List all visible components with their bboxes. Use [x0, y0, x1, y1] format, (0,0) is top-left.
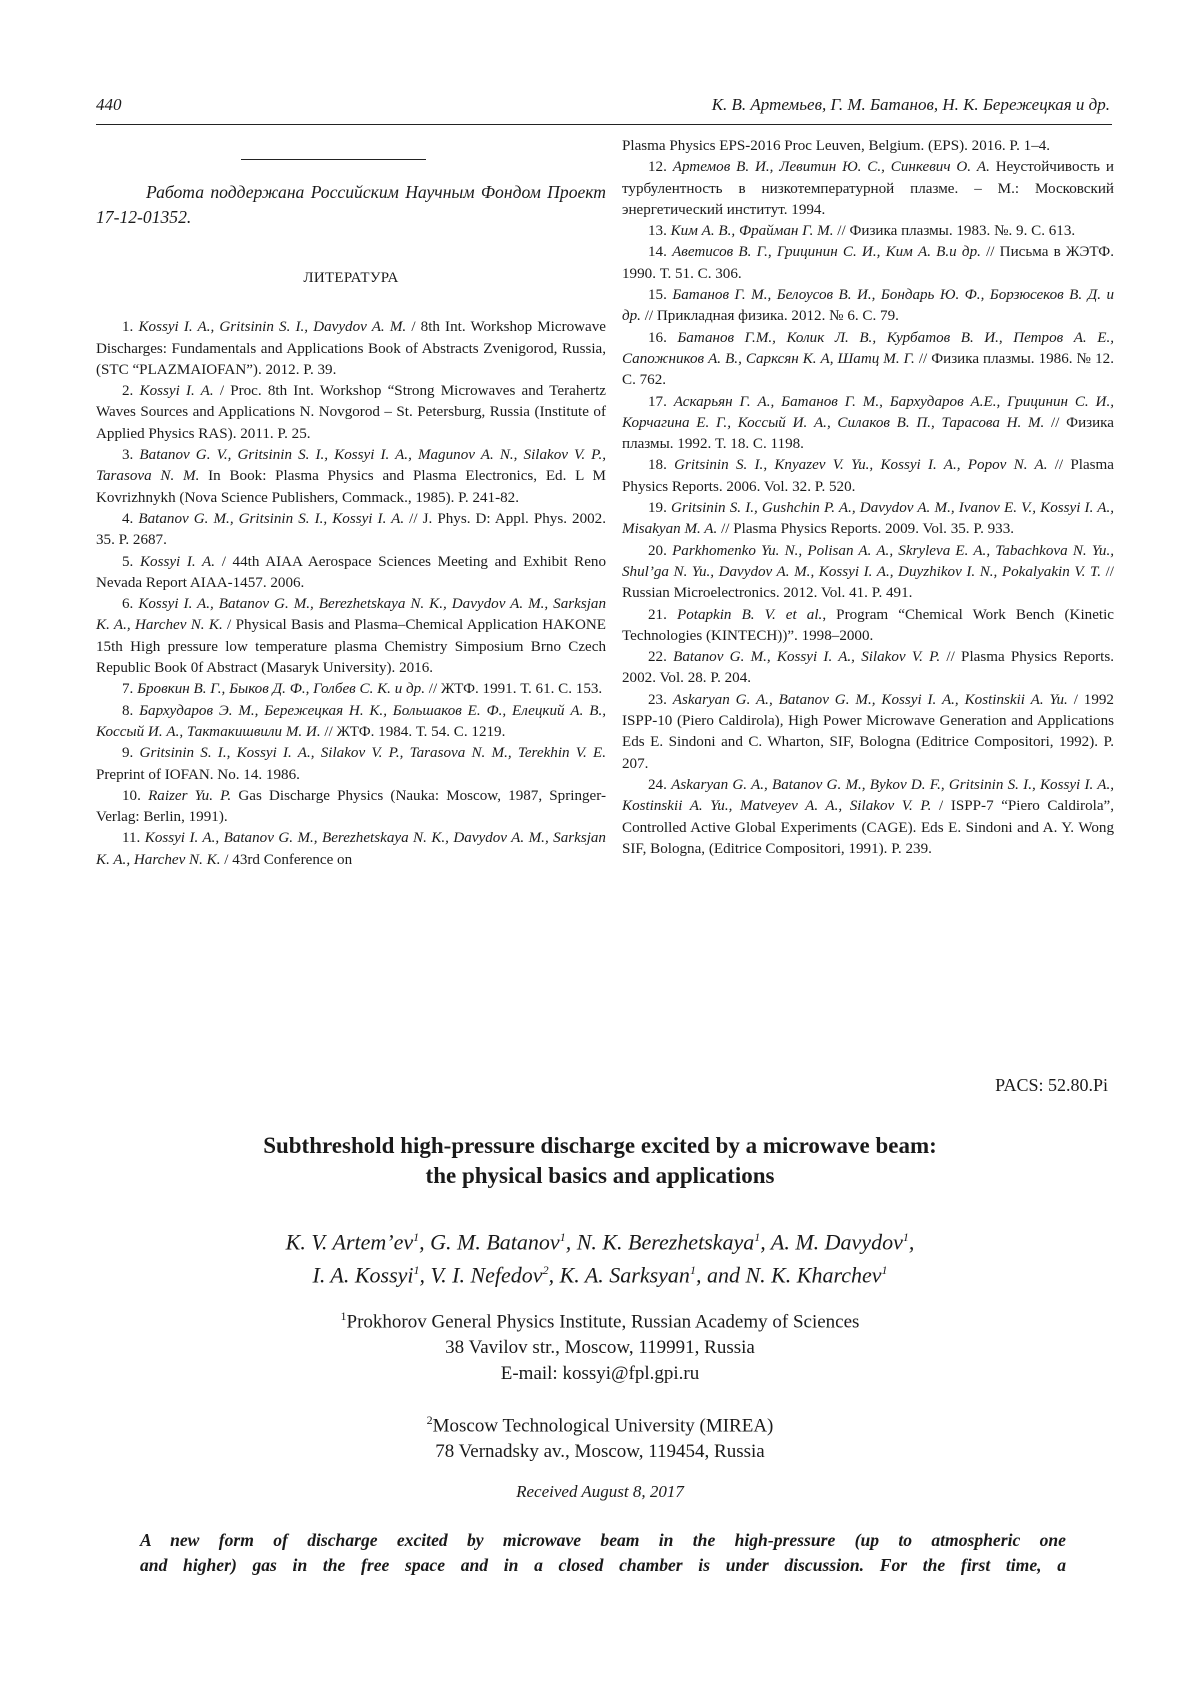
reference-number: 15. — [648, 287, 667, 304]
title-line-1: Subthreshold high-pressure discharge excited by a microwave beam: — [263, 1133, 937, 1158]
reference-text: // Plasma Physics Reports. 2006. Vol. 32. P. 520. — [622, 457, 1114, 495]
reference-number: 7. — [122, 681, 134, 698]
reference-item — [622, 157, 1114, 221]
author-name: K. A. Sarksyan — [559, 1262, 690, 1288]
affiliation-2 — [0, 1407, 1200, 1465]
reference-number: 3. — [122, 447, 134, 464]
reference-text: // J. Phys. D: Appl. Phys. 2002. 35. P. 2687. — [96, 510, 607, 549]
reference-text: // Письма в ЖЭТФ. 1990. Т. 51. С. 306. — [622, 244, 1114, 282]
reference-authors: Артемов В. И., Левитин Ю. С., Синкевич О. А. — [672, 159, 990, 176]
reference-authors: Kossyi I. A. — [139, 553, 216, 570]
author-separator: , — [565, 1229, 577, 1255]
reference-text: / 8th Int. Workshop Microwave Discharges: Fundamentals and Applications Book of Abstracts Zvenigorod, Russia, (STC “PLAZMAIOFAN”). 2012. P. 39. — [96, 319, 606, 378]
reference-text: // ЖТФ. 1984. Т. 54. С. 1219. — [320, 723, 506, 740]
author-separator: , — [548, 1262, 560, 1288]
author-separator: , — [908, 1229, 915, 1255]
reference-item — [96, 317, 606, 381]
author-name: N. K. Berezhetskaya — [576, 1229, 755, 1255]
reference-text: // Физика плазмы. 1983. №. 9. С. 613. — [833, 223, 1076, 240]
reference-number: 20. — [648, 542, 667, 559]
author-name: V. I. Nefedov — [430, 1262, 543, 1288]
reference-authors: Бровкин В. Г., Быков Д. Ф., Голбев С. К. и др. — [137, 681, 425, 698]
reference-authors: Askaryan G. A., Batanov G. M., Bykov D. F., Gritsinin S. I., Kossyi I. A., Kostinskii A. Yu., Matveyev A. A., Silakov V. P. — [622, 776, 1114, 815]
reference-text: In Book: Plasma Physics and Plasma Electronics, Ed. L M Kovrizhnykh (Nova Science Publishers, Commack., 1985). P. 241-82. — [96, 468, 606, 506]
reference-item — [96, 828, 606, 871]
author-name: A. M. Davydov — [770, 1229, 903, 1255]
reference-text: // ЖТФ. 1991. Т. 61. С. 153. — [424, 681, 603, 698]
reference-number: 14. — [648, 244, 667, 261]
reference-authors: Raizer Yu. P. — [148, 787, 232, 804]
author-separator: , — [419, 1262, 431, 1288]
reference-item — [622, 775, 1114, 860]
reference-number: 1. — [122, 319, 134, 336]
affiliation-1-marker: 1 — [340, 1309, 347, 1323]
reference-item — [622, 242, 1114, 285]
reference-item — [96, 445, 606, 509]
reference-text: // Plasma Physics Reports. 2009. Vol. 35. P. 933. — [717, 521, 1015, 538]
author-name: K. V. Artem’ev — [285, 1229, 414, 1255]
reference-item — [622, 541, 1114, 605]
reference-text: / 44th AIAA Aerospace Sciences Meeting and Exhibit Reno Nevada Report AIAA-1457. 2006. — [96, 553, 607, 591]
reference-item — [622, 455, 1114, 498]
reference-text: // Russian Microelectronics. 2012. Vol. 41. P. 491. — [622, 563, 1114, 602]
reference-authors: Potapkin B. V. et al. — [676, 606, 823, 623]
reference-item — [96, 701, 606, 744]
reference-number: 22. — [648, 649, 667, 666]
received-date: Received August 8, 2017 — [516, 1482, 684, 1501]
reference-item — [96, 743, 606, 786]
author-affiliation-marker: 2 — [542, 1263, 549, 1278]
acknowledgement: Работа поддержана Российским Научным Фондом Проект 17-12-01352. — [96, 182, 606, 227]
reference-authors: Батанов Г.М., Колик Л. В., Курбатов В. И., Петров А. Е., Сапожников А. В., Сарксян К. А, Шатц М. Г. — [622, 329, 1114, 367]
title-line-2: the physical basics and applications — [425, 1163, 775, 1188]
author-affiliation-marker: 1 — [881, 1263, 888, 1278]
abstract-line-1: A new form of discharge excited by microwave beam in the high-pressure (up to atmospheric one — [140, 1530, 1066, 1550]
reference-number: 23. — [648, 691, 667, 708]
reference-authors: Batanov G. M., Gritsinin S. I., Kossyi I. A. — [138, 510, 405, 527]
references-list-right — [622, 157, 1114, 860]
reference-item — [622, 328, 1114, 392]
reference-text: Preprint of IOFAN. No. 14. 1986. — [96, 766, 300, 783]
reference-number: 17. — [648, 393, 667, 410]
reference-text: , Program “Chemical Work Bench (Kinetic Technologies (KINTECH))”. 1998–2000. — [622, 606, 1114, 644]
references-list-left — [96, 317, 606, 871]
article-title — [0, 1131, 1200, 1191]
affiliation-1-email: E-mail: kossyi@fpl.gpi.ru — [500, 1363, 700, 1385]
reference-authors: Kossyi I. A., Gritsinin S. I., Davydov A. M. — [138, 319, 407, 336]
reference-text: / ISPP-7 “Piero Caldirola”, Controlled Active Global Experiments (CAGE). Eds E. Sindoni and A. Y. Wong SIF, Bologna, (Editrice Compositori, 1991). P. 239. — [622, 798, 1114, 857]
author-affiliation-marker: 1 — [902, 1230, 909, 1244]
reference-item — [96, 594, 606, 679]
reference-authors: Batanov G. V., Gritsinin S. I., Kossyi I. A., Magunov A. N., Silakov V. P., Tarasova N. M. — [96, 447, 606, 485]
reference-authors: Parkhomenko Yu. N., Polisan A. A., Skryleva E. A., Tabachkova N. Yu., Shul’ga N. Yu., Davydov A. M., Kossyi I. A., Duyzhikov I. N., Pokalyakin V. T. — [622, 542, 1114, 580]
affiliation-1 — [0, 1303, 1200, 1387]
left-column — [96, 136, 606, 871]
reference-item — [96, 509, 606, 552]
author-affiliation-marker: 1 — [559, 1230, 566, 1244]
reference-item — [622, 605, 1114, 648]
reference-number: 12. — [648, 159, 667, 176]
reference-item — [622, 221, 1114, 242]
authors-line-2 — [0, 1256, 1200, 1289]
reference-number: 18. — [648, 457, 667, 474]
right-column — [622, 136, 1114, 860]
reference-text: / Proc. 8th Int. Workshop “Strong Microwaves and Terahertz Waves Sources and Applications N. Novgorod – St. Petersburg, Russia (Institute of Applied Physics RAS). 2011. P. 25. — [96, 383, 606, 442]
reference-text: // Физика плазмы. 1992. Т. 18. С. 1198. — [622, 414, 1114, 453]
affiliation-2-marker: 2 — [426, 1413, 433, 1427]
abstract — [140, 1528, 1066, 1578]
reference-number: 6. — [122, 596, 134, 613]
reference-item — [96, 381, 606, 445]
reference-authors: Askaryan G. A., Batanov G. M., Kossyi I. A., Kostinskii A. Yu. — [672, 691, 1068, 708]
reference-number: 5. — [122, 553, 134, 570]
reference-number: 11. — [122, 830, 141, 847]
reference-authors: Ким А. В., Фрайман Г. М. — [670, 223, 834, 240]
abstract-line-2: and higher) gas in the free space and in a closed chamber is under discussion. For the first time, a — [140, 1555, 1066, 1575]
reference-text: / 43rd Conference on — [220, 851, 353, 868]
short-rule — [241, 159, 426, 160]
affiliation-1-address: 38 Vavilov str., Moscow, 119991, Russia — [445, 1337, 755, 1359]
reference-item — [622, 285, 1114, 328]
authors-line-1 — [0, 1223, 1200, 1256]
reference-authors: Kossyi I. A., Batanov G. M., Berezhetskaya N. K., Davydov A. M., Sarksjan K. A., Harchev N. K. — [96, 830, 606, 868]
reference-authors: Аветисов В. Г., Грицинин С. И., Ким А. В.и др. — [672, 244, 981, 261]
reference-number: 21. — [648, 606, 667, 623]
affiliation-2-name: Moscow Technological University (MIREA) — [432, 1415, 774, 1437]
running-head: К. В. Артемьев, Г. М. Батанов, Н. К. Бережецкая и др. — [711, 95, 1110, 114]
reference-authors: Батанов Г. М., Белоусов В. И., Бондарь Ю. Ф., Борзюсеков В. Д. и др. — [622, 287, 1115, 325]
reference-text: / 1992 ISPP-10 (Piero Caldirola), High Power Microwave Generation and Applications Eds E. Sindoni and C. Wharton, SIF, Bologna (Editrice Compositori, 1992). P. 207. — [622, 691, 1114, 772]
reference-number: 10. — [122, 787, 141, 804]
author-name: G. M. Batanov — [430, 1229, 560, 1255]
reference-item — [622, 392, 1114, 456]
author-name: and N. K. Kharchev — [706, 1262, 882, 1288]
reference-authors: Gritsinin S. I., Gushchin P. A., Davydov A. M., Ivanov E. V., Kossyi I. A., Misakyan M. A. — [622, 500, 1114, 538]
reference-text: // Plasma Physics Reports. 2002. Vol. 28. P. 204. — [622, 649, 1114, 687]
reference-item — [96, 552, 606, 595]
page-number: 440 — [96, 95, 122, 114]
author-list — [0, 1223, 1200, 1290]
affiliation-1-name: Prokhorov General Physics Institute, Russian Academy of Sciences — [346, 1311, 860, 1333]
reference-number: 13. — [648, 223, 667, 240]
reference-authors: Kossyi I. A. — [139, 383, 214, 400]
author-separator: , — [695, 1262, 707, 1288]
pacs-code: PACS: 52.80.Pi — [995, 1075, 1108, 1095]
reference-item — [622, 647, 1114, 690]
references-heading: ЛИТЕРАТУРА — [303, 270, 399, 286]
reference-authors: Бархударов Э. М., Бережецкая Н. К., Большаков Е. Ф., Елецкий А. В., Коссый И. А., Тактакишвили М. И. — [96, 702, 606, 740]
header-rule — [96, 124, 1112, 125]
author-affiliation-marker: 1 — [754, 1230, 761, 1244]
reference-number: 2. — [122, 383, 134, 400]
reference-number: 9. — [122, 745, 134, 762]
author-affiliation-marker: 1 — [413, 1230, 420, 1244]
reference-authors: Batanov G. M., Kossyi I. A., Silakov V. P. — [673, 649, 941, 666]
reference-number: 16. — [648, 329, 667, 346]
reference-authors: Gritsinin S. I., Knyazev V. Yu., Kossyi I. A., Popov N. A. — [674, 457, 1048, 474]
author-separator: , — [419, 1229, 431, 1255]
reference-item — [622, 690, 1114, 775]
reference-item — [96, 679, 606, 700]
reference-text: / Physical Basis and Plasma–Chemical Application HAKONE 15th High pressure low temperature plasma Chemistry Simposium Brno Czech Republic Book 0f Abstract (Masaryk University). 2016. — [96, 617, 606, 677]
reference-item — [622, 498, 1114, 541]
author-affiliation-marker: 1 — [413, 1263, 420, 1278]
reference-text: // Прикладная физика. 2012. № 6. С. 79. — [640, 308, 899, 325]
reference-authors: Gritsinin S. I., Kossyi I. A., Silakov V. P., Tarasova N. M., Terekhin V. E. — [139, 745, 607, 762]
reference-authors: Kossyi I. A., Batanov G. M., Berezhetskaya N. K., Davydov A. M., Sarksjan K. A., Harchev N. K. — [96, 596, 606, 634]
reference-number: 24. — [648, 776, 667, 793]
author-name: I. A. Kossyi — [312, 1262, 414, 1288]
author-separator: , — [760, 1229, 771, 1255]
reference-number: 19. — [648, 500, 667, 517]
reference-authors: Аскарьян Г. А., Батанов Г. М., Бархударов А.Е., Грицинин С. И., Корчагина Е. Г., Коссый И. А., Силаков В. П., Тарасова Н. М. — [622, 393, 1114, 431]
reference-continuation: Plasma Physics EPS-2016 Proc Leuven, Belgium. (EPS). 2016. P. 1–4. — [622, 138, 1051, 154]
reference-item — [96, 786, 606, 829]
reference-text: Gas Discharge Physics (Nauka: Moscow, 1987, Springer-Verlag: Berlin, 1991). — [96, 787, 606, 826]
reference-number: 8. — [122, 702, 134, 719]
author-affiliation-marker: 1 — [689, 1263, 696, 1278]
reference-number: 4. — [122, 510, 134, 527]
reference-text: // Физика плазмы. 1986. № 12. С. 762. — [622, 350, 1114, 389]
affiliation-2-address: 78 Vernadsky av., Moscow, 119454, Russia — [435, 1441, 765, 1463]
reference-text: Неустойчивость и турбулентность в низкотемпературной плазме. – М.: Московский энергетический институт. 1994. — [622, 159, 1114, 218]
